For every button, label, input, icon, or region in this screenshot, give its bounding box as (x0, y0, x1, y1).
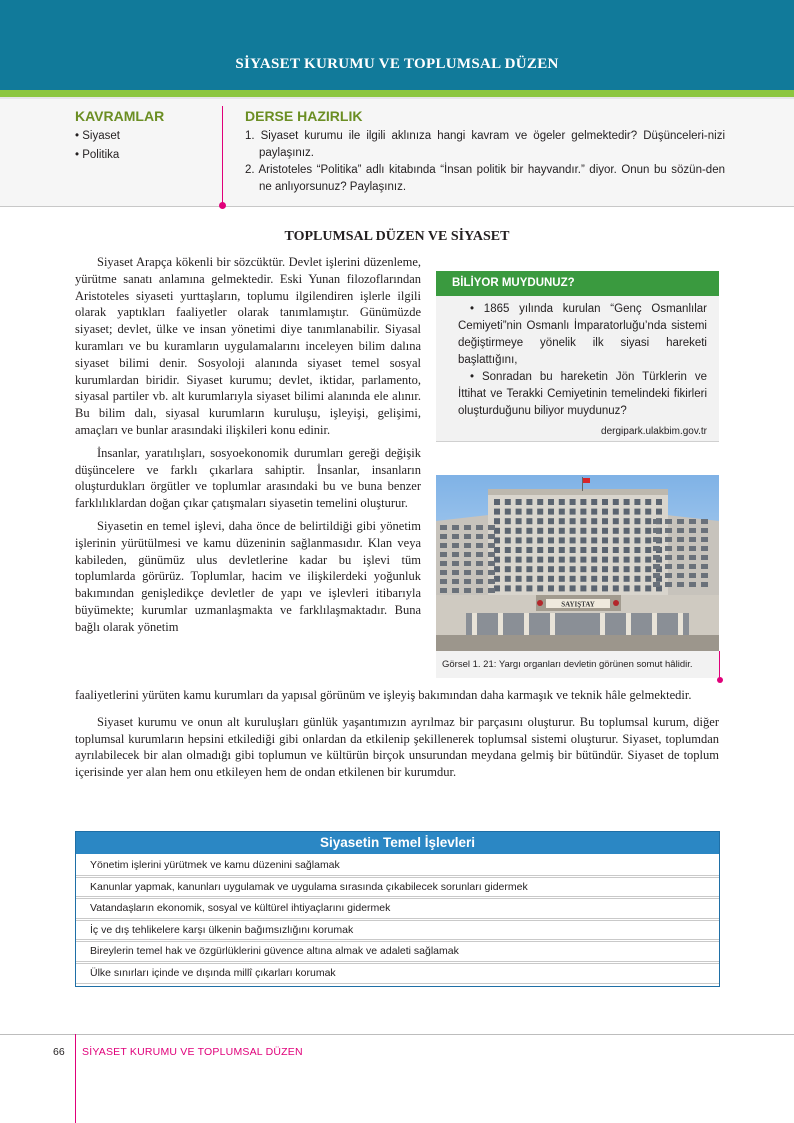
footer-rule (0, 1034, 794, 1035)
caption-accent-line (719, 651, 720, 679)
footer-accent-line (75, 1034, 76, 1123)
caption-accent-dot (717, 677, 723, 683)
info-item: • Sonradan bu hareketin Jön Türklerin ve İttihat ve Terakki Cemiyetinin temelindeki fikirleri oluşturduğunu biliyor muydunuz? (458, 371, 707, 417)
table-row: Bireylerin temel hak ve özgürlüklerini güvence altına almak ve adaleti sağlamak (76, 941, 719, 962)
table-row: İç ve dış tehlikelere karşı ülkenin bağımsızlığını korumak (76, 920, 719, 941)
building-photo (436, 475, 719, 651)
table-row: Ülke sınırları içinde ve dışında millî çıkarları korumak (76, 963, 719, 984)
info-item: • 1865 yılında kurulan “Genç Osmanlılar Cemiyeti”nin Osmanlı İmparatorluğu’nda sistemi değiştirmeye yönelik ilk siyasi hareketi başlattığını, (458, 303, 707, 366)
header-band (0, 0, 794, 90)
paragraph: Siyaset Arapça kökenli bir sözcüktür. Devlet işlerini düzenleme, yürütme sanatı anlamına gelmektedir. Eski Yunan filozoflarından Aristoteles siyaseti yurttaşların, toplumu ilgilendiren işlerle ilgili olarak yaptıkları faaliyetler olarak tanımlamıştır. Günümüzde siyaset; devlet, ülke ve insan yönetimi diye tanımlanabilir. Siyasal kuramları ve bu kuramların uygulamalarını inceleyen bilim dalına siyaset bilimi denir. Sosyoloji alanında siyaset temel sosyal kurumlardan biridir. Siyaset kurumu; devlet, iktidar, parlamento, siyasal partiler vb. alt kurumlarıyla siyaset bilimi alanında ele alınır. Bu bilim dalı, siyasal kurumların kuruluşu, işleyişi, gelişimi, amaçları ve bunlar arasındaki ilişkileri konu edinir. (75, 255, 421, 437)
table-title: Siyasetin Temel İşlevleri (76, 832, 719, 854)
prep-question: 1. Siyaset kurumu ile ilgili aklınıza hangi kavram ve ögeler gelmektedir? Düşünceleri-nizi paylaşınız. (245, 130, 725, 159)
concept-item: • Siyaset (75, 130, 120, 142)
paragraph: İnsanlar, yaratılışları, sosyoekonomik durumları gereği değişik düşüncelere ve farklı çıkarlara sahiptir. İnsanlar, insanların oluşturdukları örgütler ve toplumlar arasındaki bu ve buna benzer farklılıklardan doğan çıkar çatışmaları siyasetin temelini oluşturur. (75, 445, 421, 511)
paragraph-continuation: faaliyetlerini yürüten kamu kurumları da yapısal görünüm ve işleyiş bakımından daha karmaşık ve teknik hâle gelmektedir. (75, 688, 692, 702)
paragraph: Siyaset kurumu ve onun alt kuruluşları günlük yaşantımızın ayrılmaz bir parçasını oluşturur. Bu toplumsal kurum, diğer toplumsal kurumların hepsini etkilediği gibi onlardan da etkilenip şekillenerek toplumsal sistemi oluşturur. Siyaset, toplumdan ayrılabilecek bir alan olmadığı gibi toplumun ve kültürün birçok unsurundan meydana gelmiş bir bütündür. Siyaset de toplum içerisinde yer alan hem onu etkileyen hem de ondan etkilenen bir kurumdur. (75, 714, 719, 780)
section-title: TOPLUMSAL DÜZEN VE SİYASET (284, 229, 510, 244)
concepts-heading: KAVRAMLAR (75, 108, 165, 124)
did-you-know-heading: BİLİYOR MUYDUNUZ? (436, 271, 719, 296)
body-column (75, 254, 421, 636)
footer-title: SİYASET KURUMU VE TOPLUMSAL DÜZEN (82, 1046, 303, 1058)
paragraph: Siyasetin en temel işlevi, daha önce de belirtildiği gibi yönetim işlerinin yürütülmesi ve kamu düzeninin sağlanmasıdır. Klan veya kabileden, günümüz ulus devletlerine kadar bu işlevi tüm toplumlarda görürüz. Toplumlar, hacim ve ilişkilerdeki yoğunluk bakımından genişledikçe devletler de yapı ve işlevleri itibarıyla büyümekte; kurumlar uzmanlaşmakta ve farklılaşmaktadır. Buna bağlı olarak yönetim (75, 518, 421, 634)
sayistay-building-illustration (436, 475, 719, 651)
building-sign: SAYIŞTAY (561, 600, 595, 609)
page-number: 66 (53, 1046, 65, 1058)
intro-divider (222, 106, 223, 204)
concept-item: • Politika (75, 149, 120, 161)
prep-question: 2. Aristoteles “Politika” adlı kitabında “İnsan politik bir hayvandır.” diyor. Onun bu sözün-den ne anlıyorsunuz? Paylaşınız. (245, 164, 725, 193)
photo-caption: Görsel 1. 21: Yargı organları devletin görünen somut hâlidir. (436, 651, 719, 678)
intro-divider-dot (219, 202, 226, 209)
functions-table (75, 831, 720, 987)
table-row: Yönetim işlerini yürütmek ve kamu düzenini sağlamak (76, 856, 719, 876)
chapter-title: SİYASET KURUMU VE TOPLUMSAL DÜZEN (235, 56, 559, 72)
intro-bottom-rule (0, 206, 794, 207)
body-full-width (75, 687, 719, 791)
table-row: Kanunlar yapmak, kanunları uygulamak ve uygulama sırasında çıkabilecek sorunları gidermek (76, 877, 719, 898)
header-accent-rule (0, 90, 794, 97)
lesson-prep-questions (245, 128, 725, 196)
did-you-know-box (436, 271, 719, 442)
info-source: dergipark.ulakbim.gov.tr (601, 426, 707, 437)
table-row: Vatandaşların ekonomik, sosyal ve kültürel ihtiyaçlarını gidermek (76, 898, 719, 919)
lesson-prep-heading: DERSE HAZIRLIK (245, 108, 363, 124)
